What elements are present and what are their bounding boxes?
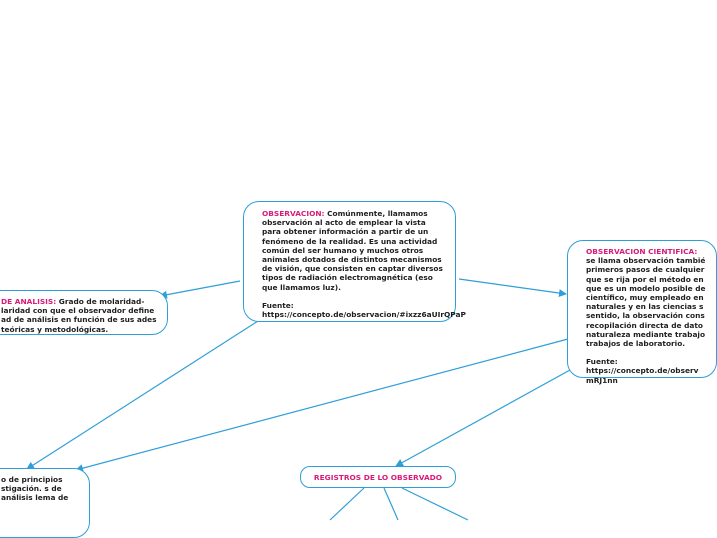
connector-obs-to-bottom [27, 321, 258, 469]
node-nivel-analisis[interactable] [0, 290, 168, 335]
node-observacion-body: Comúnmente, llamamos observación al acto de emplear la vista para obtener información a partir de un fenómeno de la realidad. Es una actividad común del ser humano y muchos otros animales dotados de distintos mecanismos de visión, que consisten en captar diversos tipos de radiación electromagnética (eso que llamamos luz). [262, 209, 443, 292]
connector-obs-to-cientifica [459, 279, 566, 294]
node-observacion-cientifica-title: OBSERVACION CIENTIFICA: [586, 247, 698, 256]
connector-registros-child-2 [384, 488, 398, 520]
node-observacion-source: Fuente: https://concepto.de/observacion/#ixzz6aUIrQPaP [262, 300, 466, 320]
connector-cientifica-to-registros [396, 370, 570, 466]
node-nivel-analisis-body: Grado de molaridad- laridad con que el observador define ad de análisis en función de sus ades teóricas y metodológicas. [1, 297, 157, 334]
connector-registros-child-3 [402, 488, 468, 520]
node-bottom-left[interactable] [0, 468, 90, 538]
node-observacion-cientifica-body: se llama observación tambié primeros pasos de cualquier que se rija por el método en que es un modelo posible de científico, muy empleado en naturales y en las ciencias s sentido, la observación cons recopilación directa de dato naturaleza mediante trabajo trabajos de laboratorio. [586, 256, 706, 349]
node-registros-title: REGISTROS DE LO OBSERVADO [313, 473, 443, 482]
connector-cientifica-to-bottom [76, 339, 568, 470]
node-observacion-title: OBSERVACION: [262, 209, 325, 218]
node-registros[interactable] [300, 466, 456, 488]
node-observacion-cientifica-source: Fuente: https://concepto.de/observ mRJ1nn [586, 357, 699, 385]
connector-obs-to-analisis [160, 281, 240, 296]
node-nivel-analisis-title: DE ANALISIS: [1, 297, 57, 306]
connector-registros-child-1 [330, 488, 364, 520]
node-observacion[interactable] [243, 201, 466, 322]
node-bottom-left-body: o de principios stigación. s de análisis lema de [1, 475, 69, 503]
node-observacion-cientifica[interactable] [567, 240, 717, 385]
